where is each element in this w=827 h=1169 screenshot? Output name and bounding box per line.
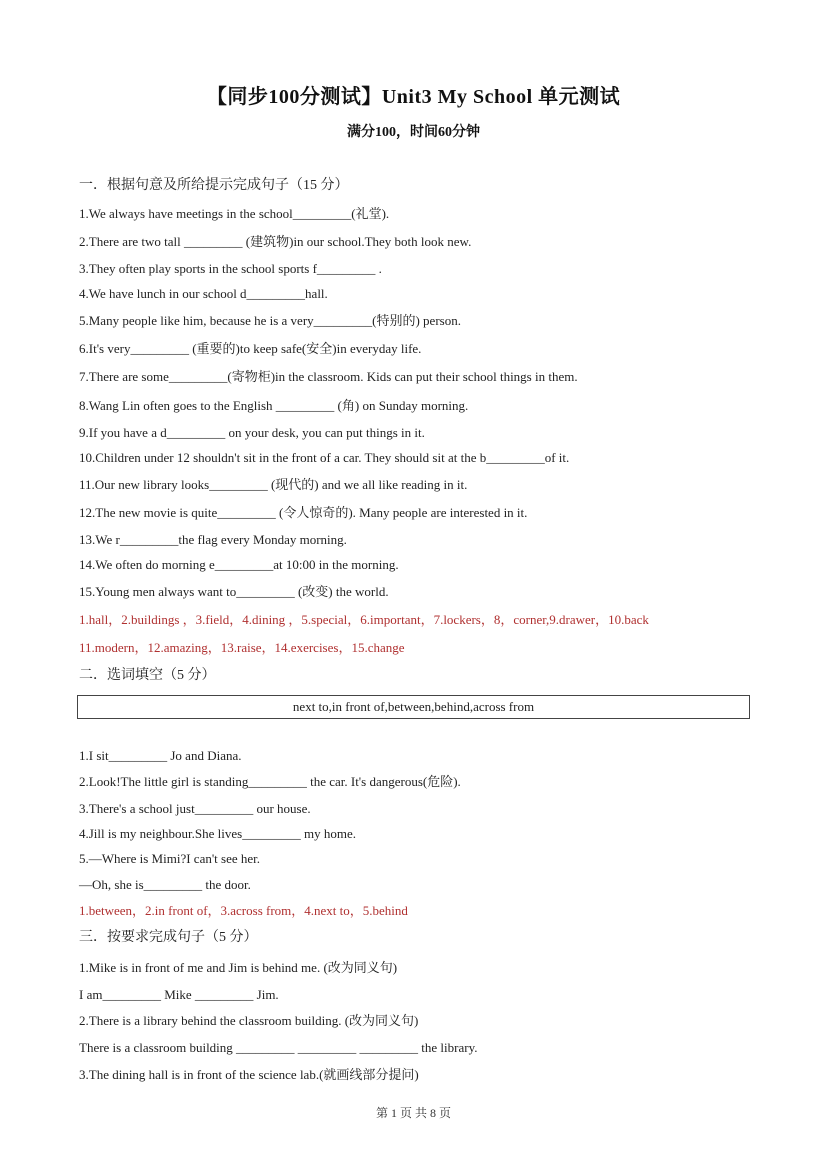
question-line: 1.Mike is in front of me and Jim is behind me. (改为同义句) <box>79 960 398 975</box>
page-footer: 第 1 页 共 8 页 <box>375 1106 451 1120</box>
question-line: 8.Wang Lin often goes to the English _________ (角) on Sunday morning. <box>79 398 469 413</box>
question-line: 2.There is a library behind the classroom building. (改为同义句) <box>79 1013 419 1028</box>
section3-heading: 三．按要求完成句子（5 分） <box>79 930 258 945</box>
question-line: 3.There's a school just_________ our house. <box>79 801 311 816</box>
question-line: 5.—Where is Mimi?I can't see her. <box>79 851 261 866</box>
question-line: 2.Look!The little girl is standing_________ the car. It's dangerous(危险). <box>79 774 461 789</box>
question-line: There is a classroom building _________ _________ _________ the library. <box>79 1040 478 1055</box>
word-bank-box: next to,in front of,between,behind,across from <box>77 695 750 719</box>
question-line: 1.I sit_________ Jo and Diana. <box>79 748 242 763</box>
answer-line: 1.hall，2.buildings ，3.field，4.dining ，5.special，6.important，7.lockers，8，corner,9.drawer，10.back <box>79 612 649 627</box>
page-title: 【同步100分测试】Unit3 My School 单元测试 <box>206 86 621 108</box>
question-line: 15.Young men always want to_________ (改变) the world. <box>79 584 389 599</box>
question-line: 13.We r_________the flag every Monday morning. <box>79 532 347 547</box>
question-line: 3.They often play sports in the school sports f_________ . <box>79 261 382 276</box>
question-line: 5.Many people like him, because he is a very_________(特别的) person. <box>79 313 461 328</box>
question-line: 4.Jill is my neighbour.She lives_________ my home. <box>79 826 356 841</box>
question-line: 9.If you have a d_________ on your desk, you can put things in it. <box>79 425 425 440</box>
question-line: 2.There are two tall _________ (建筑物)in our school.They both look new. <box>79 234 472 249</box>
question-line: 4.We have lunch in our school d_________hall. <box>79 286 328 301</box>
question-line: —Oh, she is_________ the door. <box>79 877 251 892</box>
answer-line: 1.between，2.in front of，3.across from，4.next to，5.behind <box>79 903 408 918</box>
question-line: 7.There are some_________(寄物柜)in the classroom. Kids can put their school things in them. <box>79 369 578 384</box>
question-line: 10.Children under 12 shouldn't sit in the front of a car. They should sit at the b_________of it. <box>79 450 570 465</box>
page-subtitle: 满分100，时间60分钟 <box>347 125 480 140</box>
question-line: 3.The dining hall is in front of the science lab.(就画线部分提问) <box>79 1067 419 1082</box>
section1-heading: 一．根据句意及所给提示完成句子（15 分） <box>79 178 349 193</box>
section2-heading: 二．选词填空（5 分） <box>79 668 216 683</box>
question-line: I am_________ Mike _________ Jim. <box>79 987 279 1002</box>
question-line: 6.It's very_________ (重要的)to keep safe(安全)in everyday life. <box>79 341 422 356</box>
question-line: 14.We often do morning e_________at 10:00 in the morning. <box>79 557 399 572</box>
question-line: 1.We always have meetings in the school_________(礼堂). <box>79 206 390 221</box>
answer-line: 11.modern，12.amazing，13.raise，14.exercises，15.change <box>79 640 405 655</box>
question-line: 11.Our new library looks_________ (现代的) and we all like reading in it. <box>79 477 468 492</box>
question-line: 12.The new movie is quite_________ (令人惊奇的). Many people are interested in it. <box>79 505 528 520</box>
